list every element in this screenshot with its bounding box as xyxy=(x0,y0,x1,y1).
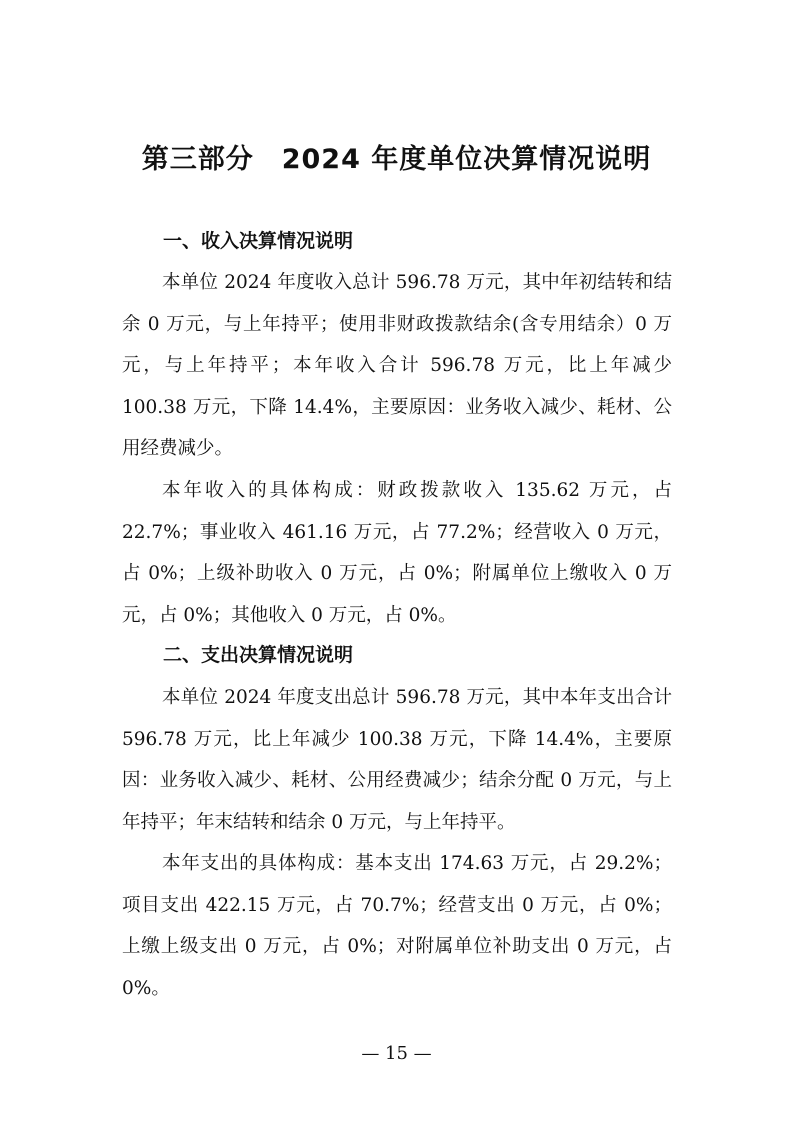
section-heading-expenditure: 二、支出决算情况说明 xyxy=(163,644,354,666)
income-composition-paragraph: 本年收入的具体构成：财政拨款收入 135.62 万元，占 22.7%；事业收入 461.16 万元，占 77.2%；经营收入 0 万元，占 0%；上级补助收入 0 万元，占 0%；附属单位上缴收入 0 万元，占 0%；其他收入 0 万元，占 0%。 xyxy=(122,480,672,626)
expenditure-summary-paragraph: 本单位 2024 年度支出总计 596.78 万元，其中本年支出合计 596.78 万元，比上年减少 100.38 万元，下降 14.4%，主要原因：业务收入减少、耗材、公用经费减少；结余分配 0 万元，与上年持平；年末结转和结余 0 万元，与上年持平。 xyxy=(122,687,672,833)
income-summary-paragraph: 本单位 2024 年度收入总计 596.78 万元，其中年初结转和结余 0 万元，与上年持平；使用非财政拨款结余(含专用结余）0 万元，与上年持平；本年收入合计 596.78 万元，比上年减少 100.38 万元，下降 14.4%，主要原因：业务收入减少、耗材、公用经费减少。 xyxy=(122,272,672,459)
expenditure-composition-paragraph: 本年支出的具体构成：基本支出 174.63 万元，占 29.2%；项目支出 422.15 万元，占 70.7%；经营支出 0 万元，占 0%；上缴上级支出 0 万元，占 0%；对附属单位补助支出 0 万元，占 0%。 xyxy=(122,853,672,999)
section-heading-income: 一、收入决算情况说明 xyxy=(163,230,354,252)
page-title: 第三部分 2024 年度单位决算情况说明 xyxy=(141,144,652,175)
page-number: — 15 — xyxy=(361,1043,432,1064)
